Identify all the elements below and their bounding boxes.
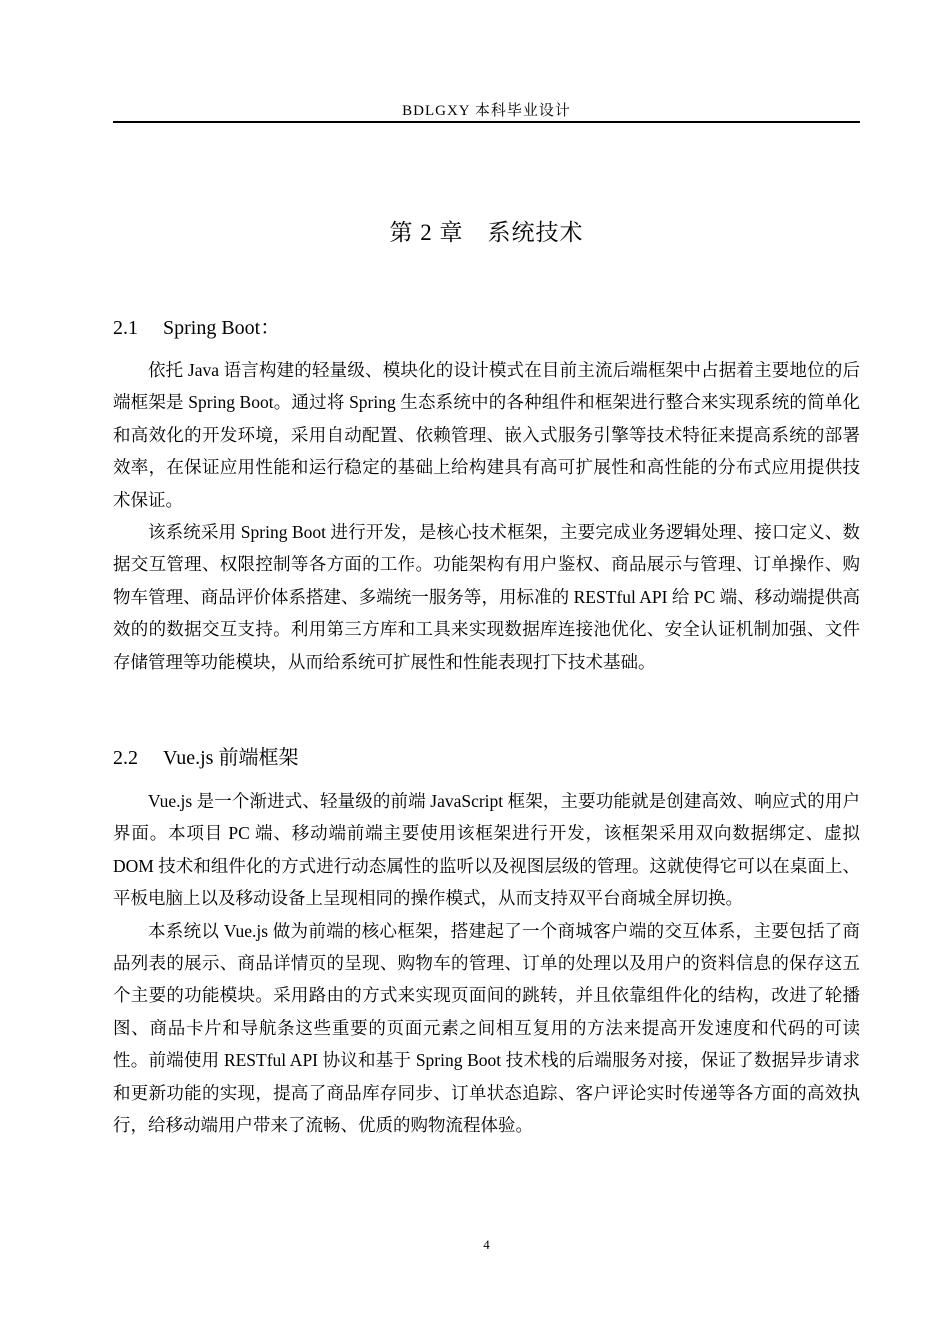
paragraph: 本系统以 Vue.js 做为前端的核心框架，搭建起了一个商城客户端的交互体系，主要包括了商品列表的展示、商品详情页的呈现、购物车的管理、订单的处理以及用户的资料信息的保存这五个主要的功能模块。采用路由的方式来实现页面间的跳转，并且依靠组件化的结构，改进了轮播图、商品卡片和导航条这些重要的页面元素之间相互复用的方法来提高开发速度和代码的可读性。前端使用 RESTful API 协议和基于 Spring Boot 技术栈的后端服务对接，保证了数据异步请求和更新功能的实现，提高了商品库存同步、订单状态追踪、客户评论实时传递等各方面的高效执行，给移动端用户带来了流畅、优质的购物流程体验。 [113, 920, 860, 1136]
section-title: Vue.js 前端框架 [163, 747, 299, 769]
paragraph: Vue.js 是一个渐进式、轻量级的前端 JavaScript 框架，主要功能就是创建高效、响应式的用户界面。本项目 PC 端、移动端前端主要使用该框架进行开发，该框架采用双向数据绑定、虚拟 DOM 技术和组件化的方式进行动态属性的监听以及视图层级的管理。这就使得它可以在桌面上、平板电脑上以及移动设备上呈现相同的操作模式，从而支持双平台商城全屏切换。 [113, 791, 860, 909]
section-number: 2.2 [113, 747, 138, 769]
section-number: 2.1 [113, 317, 138, 339]
section-body-2-1 [113, 354, 860, 678]
section-heading-2-2 [113, 744, 860, 772]
paragraph: 该系统采用 Spring Boot 进行开发，是核心技术框架，主要完成业务逻辑处理、接口定义、数据交互管理、权限控制等各方面的工作。功能架构有用户鉴权、商品展示与管理、订单操作、购物车管理、商品评价体系搭建、多端统一服务等，用标准的 RESTful API 给 PC 端、移动端提供高效的的数据交互支持。利用第三方库和工具来实现数据库连接池优化、安全认证机制加强、文件存储管理等功能模块，从而给系统可扩展性和性能表现打下技术基础。 [113, 522, 860, 672]
section-heading-2-1 [113, 314, 860, 342]
section-title: Spring Boot： [163, 317, 281, 339]
paragraph: 依托 Java 语言构建的轻量级、模块化的设计模式在目前主流后端框架中占据着主要地位的后端框架是 Spring Boot。通过将 Spring 生态系统中的各种组件和框架进行整合来实现系统的简单化和高效化的开发环境，采用自动配置、依赖管理、嵌入式服务引擎等技术特征来提高系统的部署效率，在保证应用性能和运行稳定的基础上给构建具有高可扩展性和高性能的分布式应用提供技术保证。 [113, 360, 860, 510]
page-number: 4 [483, 1237, 490, 1252]
chapter-title: 第 2 章 系统技术 [389, 220, 584, 245]
section-body-2-2 [113, 785, 860, 1141]
running-header: BDLGXY 本科毕业设计 [402, 103, 571, 119]
header-rule [113, 121, 860, 123]
